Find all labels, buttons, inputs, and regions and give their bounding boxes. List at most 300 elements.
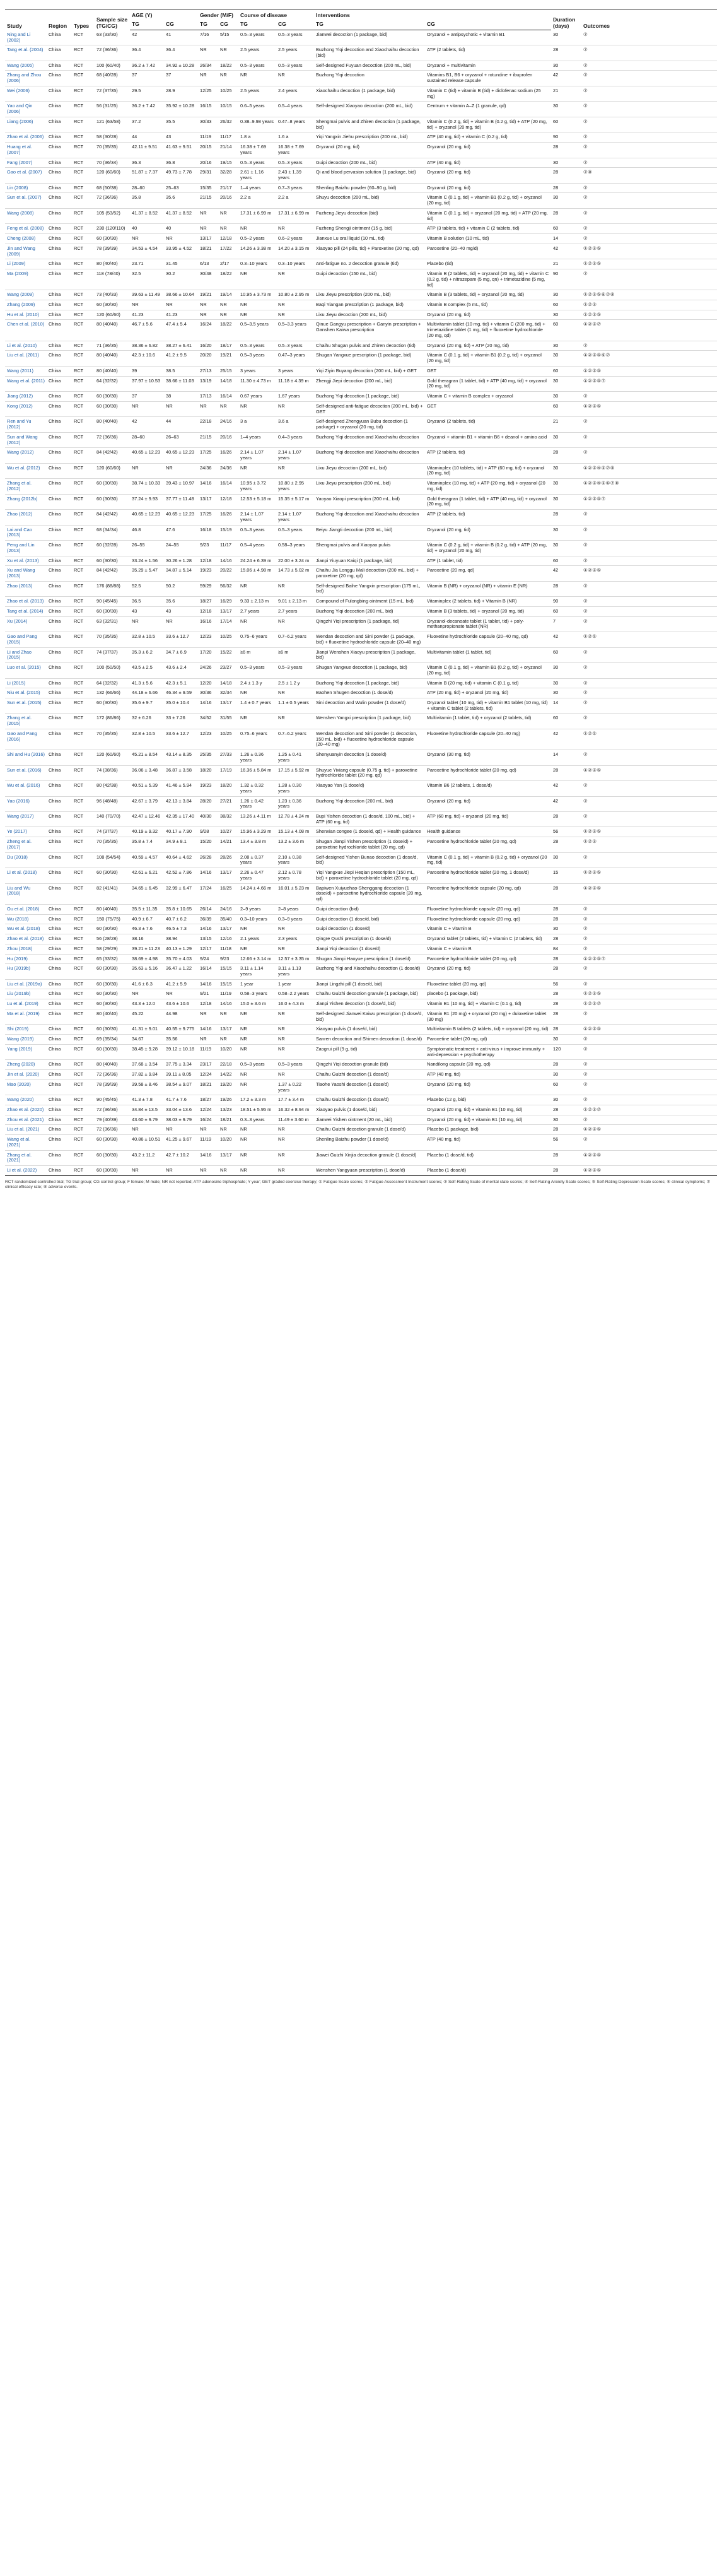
age-cg-cell: 30.2 bbox=[166, 271, 175, 277]
age-tg-cell: 42.47 ± 12.46 bbox=[132, 813, 161, 820]
intervention-cg-cell: Paroxetine (20–40 mg/d) bbox=[427, 245, 479, 251]
study-name: Li et al. (2018) bbox=[7, 869, 37, 876]
age-cg-cell: 41.2 ± 9.5 bbox=[166, 352, 187, 358]
sample-size-cell: 60 (30/30) bbox=[96, 557, 118, 563]
duration-cell: 60 bbox=[553, 608, 559, 614]
intervention-tg-cell: Self-designed anti-fatigue decoction (200 mL, bid) + GET bbox=[316, 403, 423, 415]
age-cg-cell: 36.87 ± 3.58 bbox=[166, 767, 192, 773]
study-name: Yao (2016) bbox=[7, 797, 30, 804]
intervention-cg-cell: Vitaminplex (10 mg, tid) + ATP (20 mg, tid) + oryzanol (20 mg, tid) bbox=[427, 480, 545, 491]
intervention-tg-cell: Shenling Baizhu powder (1 dose/d) bbox=[316, 1136, 389, 1143]
type-cell: RCT bbox=[74, 302, 84, 308]
sample-size-cell: 118 (78/40) bbox=[96, 271, 120, 277]
intervention-cg-cell: Vitamin B complex (5 mL, tid) bbox=[427, 302, 488, 308]
intervention-tg-cell: Bapiwen Xuiyuehao-Shenggang decoction (1 dose/d) + paroxetine hydrochloride capsule (20 mg, qd) bbox=[316, 885, 422, 902]
duration-cell: 60 bbox=[553, 649, 559, 655]
age-cg-cell: 41.63 ± 9.51 bbox=[166, 144, 192, 150]
region-cell: China bbox=[49, 1151, 61, 1158]
intervention-tg-cell: Self-designed Xiaoyao decoction (200 mL, bid) bbox=[316, 103, 413, 109]
age-tg-cell: NR bbox=[132, 1126, 139, 1132]
region-cell: China bbox=[49, 1036, 61, 1042]
region-cell: China bbox=[49, 838, 61, 845]
course-tg-cell: 0.5–3 years bbox=[240, 352, 265, 358]
course-cg-cell: 16.01 ± 5.23 m bbox=[278, 885, 310, 891]
age-cg-cell: 41.46 ± 5.94 bbox=[166, 782, 192, 789]
study-name: Gao and Pang (2015) bbox=[7, 633, 37, 645]
region-cell: China bbox=[49, 464, 61, 471]
course-tg-cell: 0.5–3.5 years bbox=[240, 321, 269, 327]
intervention-cg-cell: placebo (1 package, bid) bbox=[427, 991, 478, 997]
age-cg-cell: 41.2 ± 5.9 bbox=[166, 980, 187, 987]
age-tg-cell: 34.67 bbox=[132, 1036, 144, 1042]
age-tg-cell: 35.8 ± 7.4 bbox=[132, 838, 153, 845]
region-cell: China bbox=[49, 1010, 61, 1016]
duration-cell: 90 bbox=[553, 598, 559, 604]
table-row bbox=[5, 259, 717, 269]
gender-cg-cell: 35/40 bbox=[220, 915, 232, 922]
study-name: Wu et al. (2018) bbox=[7, 926, 40, 932]
intervention-cg-cell: Gold theragran (1 tablet, tid) + ATP (40 mg, tid) + oryzanol (20 mg, tid) bbox=[427, 377, 547, 389]
course-tg-cell: 0.5–3 years bbox=[240, 1061, 265, 1067]
study-name: Gao and Pang (2016) bbox=[7, 730, 37, 742]
region-cell: China bbox=[49, 945, 61, 951]
age-cg-cell: NR bbox=[166, 618, 173, 624]
type-cell: RCT bbox=[74, 418, 84, 425]
study-name: Zhang (2009) bbox=[7, 302, 35, 308]
study-name: Chen et al. (2010) bbox=[7, 321, 45, 327]
course-cg-cell: 2.7 years bbox=[278, 608, 298, 614]
duration-cell: 28 bbox=[553, 1151, 559, 1158]
course-tg-cell: NR bbox=[240, 302, 247, 308]
study-name: Wang et al. (2011) bbox=[7, 377, 45, 384]
duration-cell: 28 bbox=[553, 449, 559, 456]
outcomes-cell: ①②③⑤ bbox=[583, 403, 602, 409]
gender-tg-cell: NR bbox=[200, 1036, 207, 1042]
sample-size-cell: 140 (70/70) bbox=[96, 813, 120, 820]
study-name: Liu et al. (2011) bbox=[7, 352, 39, 358]
region-cell: China bbox=[49, 690, 61, 696]
gender-cg-cell: 13/23 bbox=[220, 1106, 232, 1112]
intervention-cg-cell: GET bbox=[427, 367, 437, 373]
intervention-cg-cell: Oryzanol (20 mg, tid) + vitamin B1 (10 mg, tid) bbox=[427, 1116, 523, 1122]
table-row bbox=[5, 310, 717, 320]
gender-tg-cell: 14/16 bbox=[200, 869, 212, 876]
sample-size-cell: 60 (32/28) bbox=[96, 542, 118, 548]
table-row bbox=[5, 432, 717, 447]
gender-tg-cell: NR bbox=[200, 72, 207, 78]
sample-size-cell: 72 (36/36) bbox=[96, 194, 118, 201]
course-cg-cell: NR bbox=[278, 690, 285, 696]
region-cell: China bbox=[49, 991, 61, 997]
age-tg-cell: 34.65 ± 6.45 bbox=[132, 885, 158, 891]
table-row bbox=[5, 448, 717, 463]
outcomes-cell: ⑦ bbox=[583, 144, 588, 150]
intervention-cg-cell: Vitamin C (0.1 g, tid) + vitamin B1 (0.2 g, tid) + oryzanol (20 mg, tid) bbox=[427, 664, 542, 676]
age-cg-cell: 38.66 ± 10.64 bbox=[166, 291, 195, 298]
course-tg-cell: 0.3–10 years bbox=[240, 261, 267, 267]
intervention-cg-cell: ATP (1 tablet, tid) bbox=[427, 557, 463, 563]
region-cell: China bbox=[49, 813, 61, 820]
type-cell: RCT bbox=[74, 433, 84, 440]
sample-size-cell: 100 (60/40) bbox=[96, 62, 120, 68]
age-cg-cell: 46.34 ± 9.59 bbox=[166, 690, 192, 696]
study-name: Li (2009) bbox=[7, 261, 26, 267]
table-body bbox=[5, 30, 717, 1176]
duration-cell: 30 bbox=[553, 62, 559, 68]
outcomes-cell: ⑦ bbox=[583, 1097, 588, 1103]
course-tg-cell: 2.61 ± 1.16 years bbox=[240, 169, 264, 180]
course-cg-cell: ≥6 m bbox=[278, 649, 289, 655]
gender-tg-cell: 23/17 bbox=[200, 1061, 212, 1067]
gender-cg-cell: NR bbox=[220, 225, 227, 232]
table-row bbox=[5, 61, 717, 71]
age-tg-cell: 51.87 ± 7.37 bbox=[132, 169, 158, 175]
type-cell: RCT bbox=[74, 367, 84, 373]
gender-tg-cell: 13/15 bbox=[200, 936, 212, 942]
study-name: Li et al. (2022) bbox=[7, 1167, 37, 1173]
gender-cg-cell: 16/26 bbox=[220, 511, 232, 517]
region-cell: China bbox=[49, 159, 61, 165]
gender-cg-cell: 13/17 bbox=[220, 700, 232, 705]
age-tg-cell: 39 bbox=[132, 367, 137, 373]
duration-cell: 30 bbox=[553, 194, 559, 201]
age-tg-cell: 40.59 ± 4.57 bbox=[132, 854, 158, 860]
duration-cell: 28 bbox=[553, 813, 559, 820]
gender-tg-cell: 26/34 bbox=[200, 62, 212, 68]
intervention-cg-cell: Fluoxetine tablet (20 mg, qd) bbox=[427, 980, 487, 987]
type-cell: RCT bbox=[74, 144, 84, 150]
type-cell: RCT bbox=[74, 245, 84, 251]
intervention-cg-cell: ATP (40 mg, tid) bbox=[427, 159, 461, 165]
age-cg-cell: 25–63 bbox=[166, 184, 179, 191]
study-name: Wu et al. (2012) bbox=[7, 464, 40, 471]
study-name: Du (2018) bbox=[7, 854, 28, 860]
age-cg-cell: 43.6 ± 2.4 bbox=[166, 664, 187, 671]
outcomes-cell: ①②③④⑤⑥⑦⑧ bbox=[583, 480, 620, 486]
region-cell: China bbox=[49, 1116, 61, 1122]
course-tg-cell: 14.26 ± 3.38 m bbox=[240, 245, 272, 251]
intervention-tg-cell: Jiawei Guizhi Xinjia decoction granule (1 dose/d) bbox=[316, 1151, 417, 1158]
gender-cg-cell: 14/18 bbox=[220, 377, 232, 384]
intervention-cg-cell: ATP (2 tablets, tid) bbox=[427, 449, 465, 456]
duration-cell: 28 bbox=[553, 991, 559, 997]
sample-size-cell: 58 (29/29) bbox=[96, 945, 118, 951]
age-cg-cell: 38.5 bbox=[166, 367, 175, 373]
intervention-cg-cell: Oryzanol (20 mg, tid) bbox=[427, 526, 471, 532]
gender-cg-cell: 15/19 bbox=[220, 526, 232, 532]
intervention-cg-cell: Vitaminplex (10 tablets, tid) + ATP (60 mg, tid) + oryzanol (20 mg, tid) bbox=[427, 464, 545, 476]
region-cell: China bbox=[49, 557, 61, 563]
study-name: Yang (2019) bbox=[7, 1045, 33, 1052]
age-tg-cell: 38.69 ± 4.98 bbox=[132, 955, 158, 962]
gender-cg-cell: 17/19 bbox=[220, 767, 232, 773]
table-row bbox=[5, 168, 717, 183]
gender-cg-cell: 18/21 bbox=[220, 1116, 232, 1122]
course-cg-cell: 1.6 a bbox=[278, 134, 289, 140]
intervention-tg-cell: Fuzheng Jieyu decoction (bid) bbox=[316, 209, 378, 216]
duration-cell: 84 bbox=[553, 945, 559, 951]
age-cg-cell: 37.75 ± 3.34 bbox=[166, 1061, 192, 1067]
region-cell: China bbox=[49, 1126, 61, 1132]
table-row bbox=[5, 376, 717, 391]
gender-cg-cell: 38/32 bbox=[220, 813, 232, 820]
region-cell: China bbox=[49, 403, 61, 409]
intervention-tg-cell: Xiaoyao pulvis (1 dose/d, bid) bbox=[316, 1026, 377, 1032]
duration-cell: 42 bbox=[553, 782, 559, 789]
intervention-cg-cell: Placebo (1 dose/d, tid) bbox=[427, 1151, 474, 1158]
sample-size-cell: 72 (36/36) bbox=[96, 1071, 118, 1078]
type-cell: RCT bbox=[74, 321, 84, 327]
table-row bbox=[5, 954, 717, 964]
outcomes-cell: ⑦ bbox=[583, 1010, 588, 1016]
type-cell: RCT bbox=[74, 87, 84, 93]
intervention-cg-cell: Vitamin B solution (10 mL, tid) bbox=[427, 235, 489, 242]
age-cg-cell: 34.87 ± 5.14 bbox=[166, 567, 192, 573]
study-name: Zhang et al. (2012) bbox=[7, 480, 32, 491]
region-cell: China bbox=[49, 225, 61, 232]
table-row bbox=[5, 1009, 717, 1024]
sample-size-cell: 120 (60/60) bbox=[96, 751, 120, 758]
outcomes-cell: ⑦ bbox=[583, 62, 588, 68]
intervention-tg-cell: Guipi decoction (150 mL, bid) bbox=[316, 271, 377, 277]
intervention-tg-cell: Wendan decoction and Sini powder (1 decoction, 150 mL, bid) + fluoxetine hydrochloride capsule (20–40 mg) bbox=[316, 730, 417, 748]
course-tg-cell: NR bbox=[240, 945, 247, 951]
region-cell: China bbox=[49, 730, 61, 736]
type-cell: RCT bbox=[74, 352, 84, 358]
table-row bbox=[5, 944, 717, 954]
outcomes-cell: ①②③⑤ bbox=[583, 367, 602, 373]
study-name: Sun et al. (2015) bbox=[7, 700, 42, 705]
gender-cg-cell: 32/34 bbox=[220, 690, 232, 696]
course-cg-cell: 14.20 ± 3.15 m bbox=[278, 245, 310, 251]
course-tg-cell: 0.58–3 years bbox=[240, 991, 267, 997]
gender-tg-cell: 19/23 bbox=[200, 567, 212, 573]
course-cg-cell: NR bbox=[278, 1151, 285, 1158]
sample-size-cell: 120 (60/60) bbox=[96, 169, 120, 175]
age-tg-cell: 42.3 ± 10.6 bbox=[132, 352, 155, 358]
col-age-tg: TG bbox=[130, 20, 164, 30]
region-cell: China bbox=[49, 797, 61, 804]
duration-cell: 42 bbox=[553, 72, 559, 78]
table-footnote: RCT randomized controlled trial; TG trial group; CG control group; F female; M male; NR not reported; ATP adenosine triphosphate; Y year; GET graded exercise therapy; ① Fatigue Scale scores; ② Fatigue Assessment Instrument scores; ③ Self-Rating Scale of mental state scores; ④ Self-Rating Anxiety Scale scores; ⑤ Self-Rating Depression Scale scores; ⑥ clinical symptoms; ⑦ clinical efficacy rate; ⑧ adverse events. bbox=[5, 1179, 711, 1190]
type-cell: RCT bbox=[74, 926, 84, 932]
gender-cg-cell: 17/14 bbox=[220, 618, 232, 624]
table-row bbox=[5, 914, 717, 924]
gender-cg-cell: 10/25 bbox=[220, 730, 232, 736]
gender-cg-cell: 19/15 bbox=[220, 159, 232, 165]
outcomes-cell: ⑦ bbox=[583, 87, 588, 93]
age-cg-cell: NR bbox=[166, 1126, 173, 1132]
course-tg-cell: 2.5 years bbox=[240, 47, 260, 53]
region-cell: China bbox=[49, 271, 61, 277]
age-tg-cell: 46.3 ± 7.6 bbox=[132, 926, 153, 932]
age-cg-cell: 33.04 ± 13.6 bbox=[166, 1106, 192, 1112]
study-name: Liu (2019b) bbox=[7, 991, 31, 997]
age-tg-cell: 36.2 ± 7.42 bbox=[132, 103, 155, 109]
intervention-tg-cell: Self-designed Fuyuan decoction (200 mL, bid) bbox=[316, 62, 412, 68]
gender-tg-cell: 27/13 bbox=[200, 367, 212, 373]
region-cell: China bbox=[49, 245, 61, 251]
course-tg-cell: 0.5–4 years bbox=[240, 542, 265, 548]
region-cell: China bbox=[49, 321, 61, 327]
sample-size-cell: 80 (40/40) bbox=[96, 321, 118, 327]
outcomes-cell: ⑦⑧ bbox=[583, 169, 593, 175]
intervention-tg-cell: Jianpi Lingzhi pill (1 dose/d, bid) bbox=[316, 980, 383, 987]
course-cg-cell: 2.14 ± 1.07 years bbox=[278, 449, 301, 461]
gender-cg-cell: 13/17 bbox=[220, 926, 232, 932]
intervention-cg-cell: Vitamin C (0.1 g, tid) + vitamin B1 (0.2 g, tid) + oryzanol (20 mg, tid) bbox=[427, 194, 542, 206]
course-tg-cell: NR bbox=[240, 618, 247, 624]
gender-tg-cell: 12/18 bbox=[200, 557, 212, 563]
gender-cg-cell: 18/22 bbox=[220, 321, 232, 327]
table-row bbox=[5, 1060, 717, 1070]
duration-cell: 42 bbox=[553, 633, 559, 640]
type-cell: RCT bbox=[74, 608, 84, 614]
age-tg-cell: 40.9 ± 6.7 bbox=[132, 915, 153, 922]
outcomes-cell: ⑦ bbox=[583, 915, 588, 922]
type-cell: RCT bbox=[74, 72, 84, 78]
table-row bbox=[5, 714, 717, 729]
age-tg-cell: 40 bbox=[132, 225, 137, 232]
intervention-tg-cell: Self-designed Baihe Yangxin prescription (175 mL, bid) bbox=[316, 582, 421, 594]
age-cg-cell: 50.2 bbox=[166, 582, 175, 589]
age-tg-cell: NR bbox=[132, 618, 139, 624]
intervention-tg-cell: Shugan Jianpi Haoyue prescription (1 dose/d) bbox=[316, 955, 410, 962]
study-name: Jin and Wang (2009) bbox=[7, 245, 35, 257]
gender-tg-cell: 14/16 bbox=[200, 926, 212, 932]
course-tg-cell: NR bbox=[240, 225, 247, 232]
course-tg-cell: 0.75–6 years bbox=[240, 633, 267, 640]
age-tg-cell: 37 bbox=[132, 72, 137, 78]
sample-size-cell: 60 (30/30) bbox=[96, 403, 118, 409]
course-cg-cell: 12.78 ± 4.24 m bbox=[278, 813, 310, 820]
intervention-cg-cell: Oryzanol (20 mg, tid) bbox=[427, 169, 471, 175]
duration-cell: 28 bbox=[553, 1167, 559, 1173]
age-cg-cell: 39.12 ± 10.18 bbox=[166, 1045, 195, 1052]
type-cell: RCT bbox=[74, 542, 84, 548]
type-cell: RCT bbox=[74, 690, 84, 696]
region-cell: China bbox=[49, 582, 61, 589]
outcomes-cell: ⑦ bbox=[583, 1136, 588, 1143]
region-cell: China bbox=[49, 980, 61, 987]
outcomes-cell: ①②③⑤ bbox=[583, 261, 602, 267]
outcomes-cell: ⑦ bbox=[583, 511, 588, 517]
type-cell: RCT bbox=[74, 649, 84, 655]
gender-tg-cell: 11/19 bbox=[200, 1045, 211, 1052]
gender-tg-cell: 13/17 bbox=[200, 495, 212, 502]
gender-tg-cell: 30/33 bbox=[200, 118, 212, 124]
course-tg-cell: 2.5 years bbox=[240, 87, 260, 93]
age-cg-cell: 49.73 ± 7.78 bbox=[166, 169, 192, 175]
sample-size-cell: 70 (35/35) bbox=[96, 144, 118, 150]
duration-cell: 30 bbox=[553, 1097, 559, 1103]
duration-cell: 7 bbox=[553, 618, 556, 624]
outcomes-cell: ⑦ bbox=[583, 618, 588, 624]
study-name: Wang (2017) bbox=[7, 813, 34, 820]
gender-cg-cell: 14/16 bbox=[220, 557, 232, 563]
region-cell: China bbox=[49, 311, 61, 317]
region-cell: China bbox=[49, 169, 61, 175]
study-name: Hu (2019b) bbox=[7, 965, 30, 972]
table-row bbox=[5, 392, 717, 402]
sample-size-cell: 80 (42/38) bbox=[96, 782, 118, 789]
sample-size-cell: 58 (30/28) bbox=[96, 134, 118, 140]
age-tg-cell: NR bbox=[132, 991, 139, 997]
gender-tg-cell: 21/15 bbox=[200, 194, 212, 201]
type-cell: RCT bbox=[74, 1071, 84, 1078]
study-name: Gao et al. (2007) bbox=[7, 169, 42, 175]
intervention-tg-cell: Shuyue Yixiang capsule (0.75 g, tid) + paroxetine hydrochloride tablet (20 mg, qd) bbox=[316, 767, 417, 779]
outcomes-cell: ⑦ bbox=[583, 194, 588, 201]
type-cell: RCT bbox=[74, 679, 84, 686]
type-cell: RCT bbox=[74, 1097, 84, 1103]
course-cg-cell: 15.13 ± 4.08 m bbox=[278, 828, 310, 835]
intervention-tg-cell: Fuzheng Shengji ointment (15 g, bid) bbox=[316, 225, 393, 232]
outcomes-cell: ⑦ bbox=[583, 608, 588, 614]
duration-cell: 60 bbox=[553, 557, 559, 563]
gender-cg-cell: 56/32 bbox=[220, 582, 232, 589]
age-tg-cell: 32.8 ± 10.5 bbox=[132, 730, 155, 736]
intervention-cg-cell: Paroxetine hydrochloride capsule (20 mg, qd) bbox=[427, 885, 521, 891]
region-cell: China bbox=[49, 495, 61, 502]
duration-cell: 90 bbox=[553, 271, 559, 277]
study-name: Zhou (2018) bbox=[7, 945, 33, 951]
table-row bbox=[5, 525, 717, 540]
age-cg-cell: 34.7 ± 6.9 bbox=[166, 649, 187, 655]
intervention-tg-cell: Shenyuanyin decoction (1 dose/d) bbox=[316, 751, 387, 758]
intervention-cg-cell: Fluoxetine hydrochloride capsule (20–40 mg) bbox=[427, 730, 520, 736]
duration-cell: 30 bbox=[553, 433, 559, 440]
col-course: Course of disease bbox=[238, 9, 314, 20]
region-cell: China bbox=[49, 1136, 61, 1143]
intervention-tg-cell: Anti-fatigue no. 2 decoction granule (tid) bbox=[316, 261, 399, 267]
gender-tg-cell: 11/19 bbox=[200, 134, 211, 140]
intervention-tg-cell: Chaihu Guizhi decoction (1 dose/d) bbox=[316, 1097, 389, 1103]
outcomes-cell: ⑦ bbox=[583, 118, 588, 124]
gender-cg-cell: 9/23 bbox=[220, 955, 230, 962]
course-tg-cell: 0.5–3 years bbox=[240, 526, 265, 532]
type-cell: RCT bbox=[74, 854, 84, 860]
gender-tg-cell: 17/13 bbox=[200, 393, 212, 399]
course-tg-cell: NR bbox=[240, 1167, 247, 1173]
sample-size-cell: 78 (39/39) bbox=[96, 245, 118, 251]
intervention-tg-cell: Buzhong Yiqi decoction and Xiaochaihu decoction (bid) bbox=[316, 47, 419, 58]
study-name: Shi (2019) bbox=[7, 1026, 29, 1032]
duration-cell: 28 bbox=[553, 885, 559, 891]
course-cg-cell: 0.5–3 years bbox=[278, 526, 303, 532]
age-tg-cell: 38.45 ± 9.28 bbox=[132, 1045, 158, 1052]
gender-cg-cell: 27/21 bbox=[220, 797, 232, 804]
intervention-cg-cell: Vitamin B1 (10 mg, tid) + vitamin C (0.1 g, tid) bbox=[427, 1001, 521, 1007]
study-name: Wang (2020) bbox=[7, 1097, 34, 1103]
gender-tg-cell: 26/28 bbox=[200, 854, 212, 860]
intervention-cg-cell: ATP (40 mg, tid) + vitamin C (0.2 g, tid) bbox=[427, 134, 508, 140]
intervention-cg-cell: Paroxetine hydrochloride tablet (20 mg, qd) bbox=[427, 838, 516, 845]
gender-tg-cell: 18/27 bbox=[200, 598, 212, 604]
type-cell: RCT bbox=[74, 813, 84, 820]
age-cg-cell: 35.6 bbox=[166, 598, 175, 604]
age-tg-cell: 38.36 ± 6.82 bbox=[132, 342, 158, 348]
intervention-tg-cell: Chaihu Jia Longgu Mali decoction (200 mL, bid) + paroxetine (20 mg, qd) bbox=[316, 567, 419, 579]
study-name: Niu et al. (2015) bbox=[7, 690, 40, 696]
age-cg-cell: 43.6 ± 10.6 bbox=[166, 1001, 189, 1007]
outcomes-cell: ①②③④⑤⑦⑧ bbox=[583, 464, 615, 471]
intervention-cg-cell: Nandilong capsule (20 mg, qd) bbox=[427, 1061, 491, 1067]
col-sample-size: Sample size (TG/CG) bbox=[95, 9, 130, 30]
age-tg-cell: 32.8 ± 10.5 bbox=[132, 633, 155, 640]
course-cg-cell: 3.11 ± 1.13 years bbox=[278, 965, 301, 977]
intervention-tg-cell: Lixu Jieyu prescription (200 mL, bid) bbox=[316, 291, 391, 298]
